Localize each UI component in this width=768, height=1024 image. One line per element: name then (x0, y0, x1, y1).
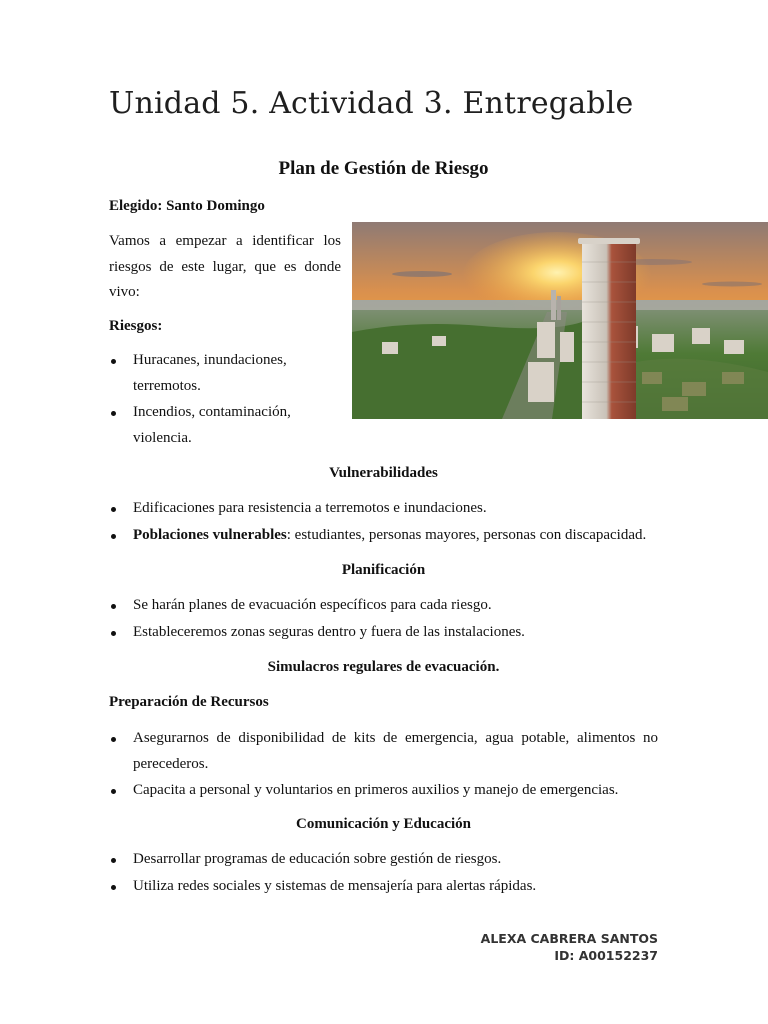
vulnerable-populations-label: Poblaciones vulnerables (133, 526, 287, 543)
author-name: ALEXA CABRERA SANTOS (480, 931, 658, 946)
list-item: Edificaciones para resistencia a terremotos e inundaciones. (109, 496, 658, 522)
vulnerabilities-heading: Vulnerabilidades (329, 465, 438, 481)
student-id: ID: A00152237 (554, 948, 658, 963)
vulnerabilities-list (109, 496, 658, 548)
list-item: Incendios, contaminación, violencia. (109, 400, 341, 451)
list-item: Capacita a personal y voluntarios en primeros auxilios y manejo de emergencias. (109, 778, 658, 804)
list-item: Desarrollar programas de educación sobre gestión de riesgos. (109, 847, 658, 873)
plan-title: Plan de Gestión de Riesgo (278, 158, 489, 179)
list-item: Se harán planes de evacuación específicos para cada riesgo. (109, 593, 658, 619)
resources-list (109, 726, 658, 804)
resources-heading: Preparación de Recursos (109, 694, 269, 710)
risks-heading: Riesgos: (109, 318, 163, 334)
list-item (109, 523, 658, 549)
document-title: Unidad 5. Actividad 3. Entregable (109, 86, 634, 121)
vulnerable-populations-text: : estudiantes, personas mayores, personas con discapacidad. (286, 526, 647, 543)
list-item: Asegurarnos de disponibilidad de kits de emergencia, agua potable, alimentos no perecederos. (109, 726, 658, 777)
list-item: Utiliza redes sociales y sistemas de mensajería para alertas rápidas. (109, 874, 658, 900)
communication-heading: Comunicación y Educación (295, 816, 472, 832)
chosen-place-label: Elegido: Santo Domingo (109, 198, 265, 214)
communication-list (109, 847, 658, 899)
list-item: Huracanes, inundaciones, terremotos. (109, 348, 341, 399)
list-item: Estableceremos zonas seguras dentro y fuera de las instalaciones. (109, 620, 658, 646)
risks-list (109, 348, 341, 451)
planning-list (109, 593, 658, 645)
city-skyline-photo (352, 222, 768, 419)
intro-paragraph: Vamos a empezar a identificar los riesgos de este lugar, que es donde vivo: (109, 233, 341, 300)
planning-heading: Planificación (341, 562, 426, 578)
drills-heading: Simulacros regulares de evacuación. (267, 659, 500, 675)
